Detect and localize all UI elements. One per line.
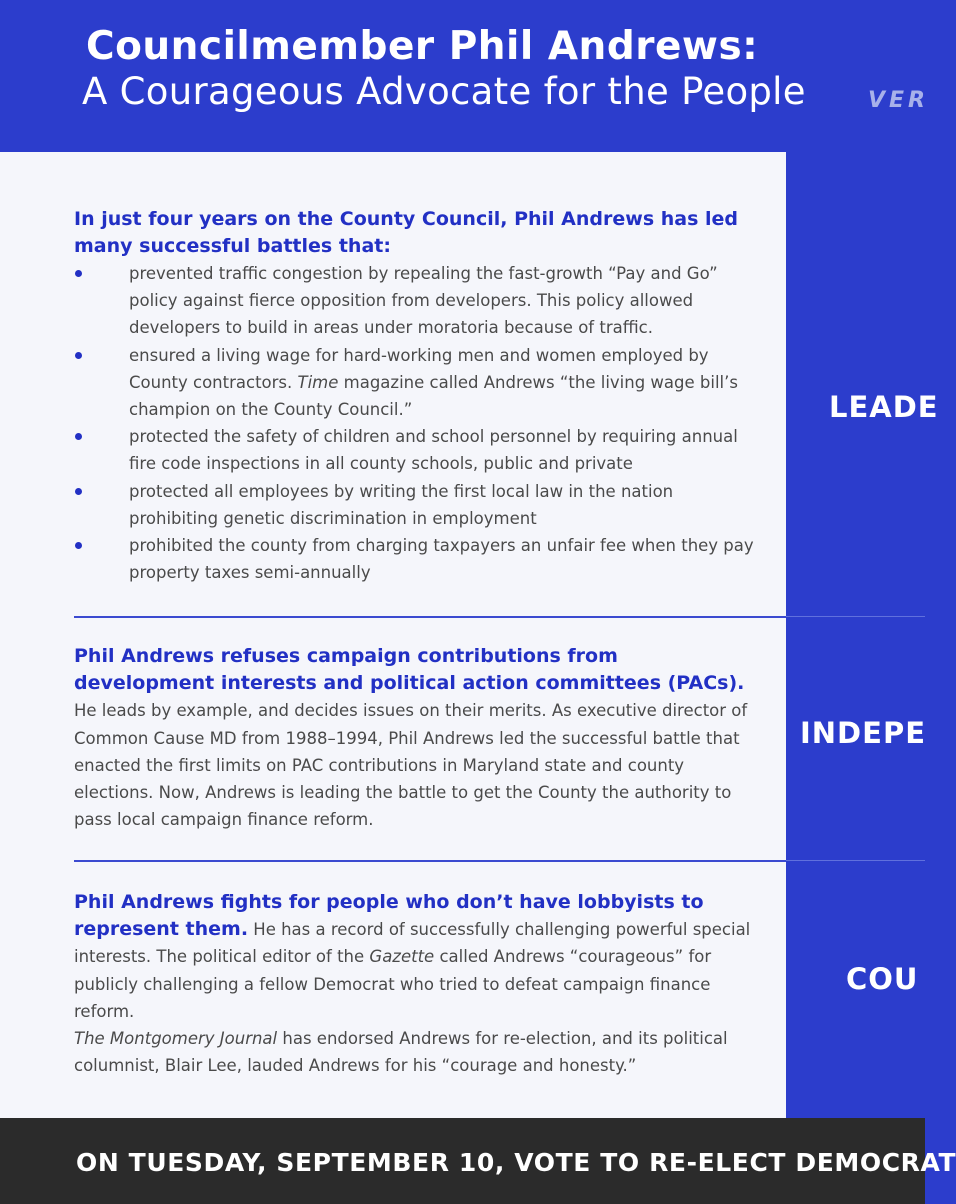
list-item-text: protected the safety of children and school personnel by requiring annual fire code inspections in all county schools, public and private bbox=[129, 427, 738, 474]
bullet-icon bbox=[75, 352, 82, 359]
list-item bbox=[74, 532, 764, 586]
list-item-text: prevented traffic congestion by repealing the fast-growth “Pay and Go” policy against fierce opposition from developers. This policy allowed developers to build in areas under moratoria because of traffic. bbox=[129, 264, 718, 338]
section-body: He has a record of successfully challenging powerful special interests. The political editor of the bbox=[74, 920, 751, 967]
publication-name: Time bbox=[297, 372, 339, 392]
section-body: has endorsed Andrews for re-election, and its political columnist, Blair Lee, lauded Andrews for his “courage and honesty.” bbox=[74, 1029, 728, 1076]
bullet-icon bbox=[75, 542, 82, 549]
list-item-text: ensured a living wage for hard-working men and women employed by County contractors. bbox=[129, 345, 709, 392]
side-label-ver: VER bbox=[868, 88, 929, 113]
section-heading: Phil Andrews refuses campaign contributions from development interests and political action committees (PACs). bbox=[74, 645, 745, 695]
footer-banner bbox=[0, 1118, 956, 1204]
bullet-icon bbox=[75, 270, 82, 277]
section-courage bbox=[74, 889, 764, 1079]
side-divider bbox=[786, 616, 925, 617]
page-subtitle: A Courageous Advocate for the People bbox=[82, 70, 806, 113]
list-item-text: magazine called Andrews “the living wage bill’s champion on the County Council.” bbox=[129, 372, 738, 420]
header-banner bbox=[0, 0, 929, 152]
list-item bbox=[74, 478, 764, 532]
section-heading: In just four years on the County Council, Phil Andrews has led many successful battles that: bbox=[74, 208, 739, 257]
side-label-courage: COU bbox=[846, 962, 919, 996]
accomplishments-list bbox=[74, 260, 764, 586]
publication-name: Gazette bbox=[369, 947, 435, 967]
list-item-text: protected all employees by writing the first local law in the nation prohibiting genetic discrimination in employment bbox=[129, 481, 674, 528]
page-title: Councilmember Phil Andrews: bbox=[86, 24, 759, 69]
section-heading: Phil Andrews fights for people who don’t have lobbyists to represent them. bbox=[74, 891, 704, 941]
bullet-icon bbox=[75, 488, 82, 495]
section-body: called Andrews “courageous” for publicly challenging a fellow Democrat who tried to defeat campaign finance reform. bbox=[74, 947, 712, 1021]
list-item bbox=[74, 423, 764, 477]
bullet-icon bbox=[75, 433, 82, 440]
side-label-independence: INDEPE bbox=[800, 716, 927, 750]
publication-name: The Montgomery Journal bbox=[74, 1029, 278, 1049]
footer-call-to-action: ON TUESDAY, SEPTEMBER 10, VOTE TO RE-ELECT DEMOCRAT bbox=[76, 1148, 956, 1177]
section-accomplishments bbox=[74, 206, 764, 586]
side-label-leadership: LEADE bbox=[829, 390, 939, 424]
section-divider bbox=[74, 616, 786, 618]
list-item bbox=[74, 260, 764, 342]
section-independence bbox=[74, 643, 764, 833]
section-divider bbox=[74, 860, 786, 862]
side-divider bbox=[786, 860, 925, 861]
section-body: He leads by example, and decides issues on their merits. As executive director of Common Cause MD from 1988–1994, Phil Andrews led the successful battle that enacted the first limits on PAC contributions in Maryland state and county elections. Now, Andrews is leading the battle to get the County the authority to pass local campaign finance reform. bbox=[74, 701, 748, 830]
list-item-text: prohibited the county from charging taxpayers an unfair fee when they pay property taxes semi-annually bbox=[129, 536, 754, 583]
list-item bbox=[74, 342, 764, 424]
